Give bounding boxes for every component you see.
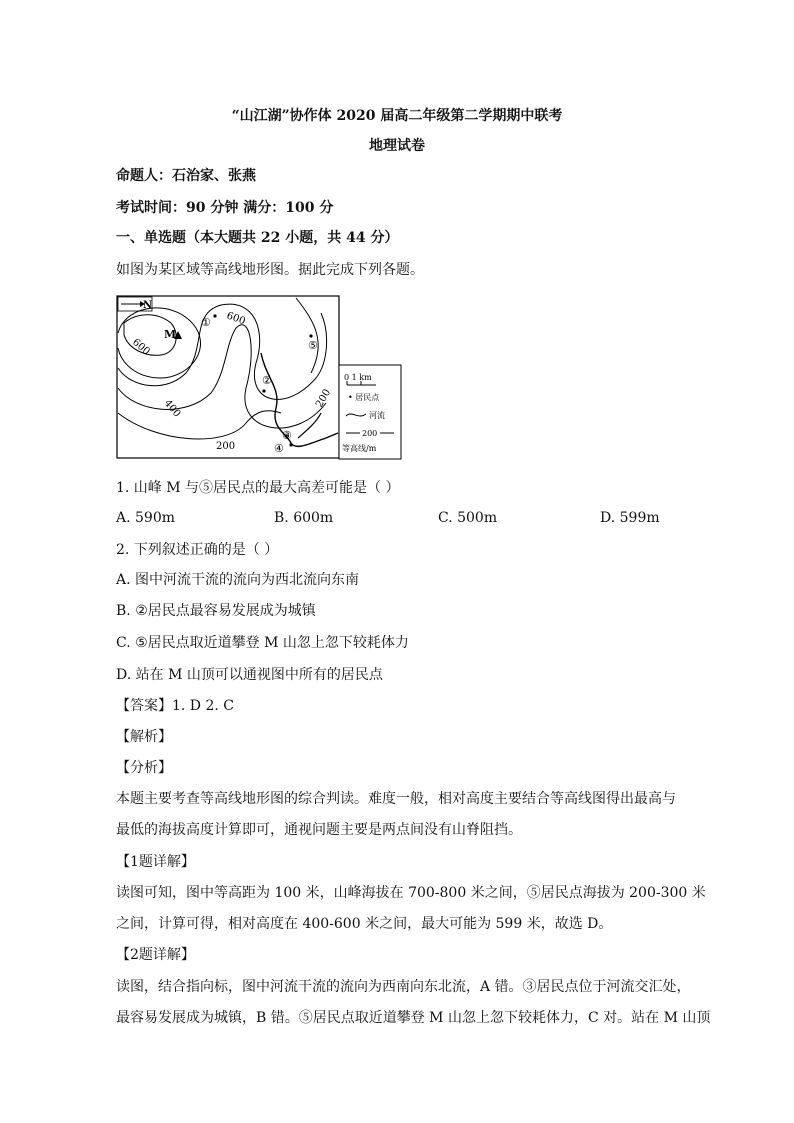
settlement-5: ⑤	[308, 339, 318, 352]
legend-scale: 0 1 km	[344, 373, 372, 382]
contour-map	[116, 293, 406, 460]
contour-label: 600	[224, 310, 247, 328]
contour-label: 200	[216, 441, 236, 452]
detail2-text-line: 最容易发展成为城镇，B 错。⑤居民点取近道攀登 M 山忽上忽下较耗体力，C 对。站在 M 山顶	[116, 1010, 711, 1026]
intro-text: 如图为某区域等高线地形图。据此完成下列各题。	[116, 262, 424, 278]
settlement-3: ③	[282, 429, 292, 442]
question-2-option-c: C. ⑤居民点取近道攀登 M 山忽上忽下较耗体力	[116, 635, 409, 651]
exam-title: “山江湖”协作体 2020 届高二年级第二学期期中联考	[231, 108, 563, 124]
contour-label: 600	[130, 336, 152, 358]
option-b: B. 600m	[274, 510, 334, 526]
contour-label: 200	[314, 387, 334, 410]
question-2-option-d: D. 站在 M 山顶可以通视图中所有的居民点	[116, 667, 383, 683]
settlement-4: ④	[274, 442, 284, 455]
contour-label: 400	[161, 397, 183, 420]
exam-subtitle: 地理试卷	[369, 138, 425, 154]
question-2-option-a: A. 图中河流干流的流向为西北流向东南	[116, 572, 360, 588]
detail1-label: 【1题详解】	[116, 854, 195, 870]
peak-label: M	[164, 328, 177, 341]
fenxi-label: 【分析】	[116, 760, 172, 776]
detail2-text-line: 读图，结合指向标，图中河流干流的流向为西南向东北流，A 错。③居民点位于河流交汇处，	[116, 979, 691, 995]
question-1-stem: 1. 山峰 M 与⑤居民点的最大高差可能是（ ）	[116, 480, 400, 496]
fenxi-text-line: 本题主要考查等高线地形图的综合判读。难度一般，相对高度主要结合等高线图得出最高与	[116, 791, 676, 807]
answer-line: 【答案】1. D 2. C	[116, 698, 235, 714]
question-1-options	[116, 508, 676, 528]
question-2-option-b: B. ②居民点最容易发展成为城镇	[116, 603, 316, 619]
settlement-1: ①	[201, 316, 211, 329]
exam-info: 考试时间：90 分钟 满分：100 分	[116, 200, 334, 216]
section-heading: 一、单选题（本大题共 22 小题，共 44 分）	[116, 230, 399, 246]
fenxi-text-line: 最低的海拔高度计算即可，通视问题主要是两点间没有山脊阻挡。	[116, 822, 522, 838]
legend-contour-sample: 200	[362, 429, 378, 438]
option-a: A. 590m	[116, 510, 176, 526]
legend-contour: 等高线/m	[342, 444, 377, 453]
legend-settlement: • 居民点	[348, 393, 380, 402]
author-line: 命题人：石治家、张燕	[116, 168, 256, 184]
option-d: D. 599m	[600, 510, 660, 526]
detail2-label: 【2题详解】	[116, 947, 195, 963]
detail1-text-line: 之间，计算可得，相对高度在 400-600 米之间，最大可能为 599 米，故选 D。	[116, 916, 613, 932]
north-label: N	[143, 300, 153, 311]
detail1-text-line: 读图可知，图中等高距为 100 米，山峰海拔在 700-800 米之间，⑤居民点海拔为 200-300 米	[116, 885, 706, 901]
analysis-label: 【解析】	[116, 729, 172, 745]
settlement-2: ②	[262, 374, 272, 387]
question-2-stem: 2. 下列叙述正确的是（ ）	[116, 542, 279, 558]
legend-river: 河流	[369, 411, 385, 420]
option-c: C. 500m	[438, 510, 498, 526]
map-legend	[339, 365, 401, 459]
